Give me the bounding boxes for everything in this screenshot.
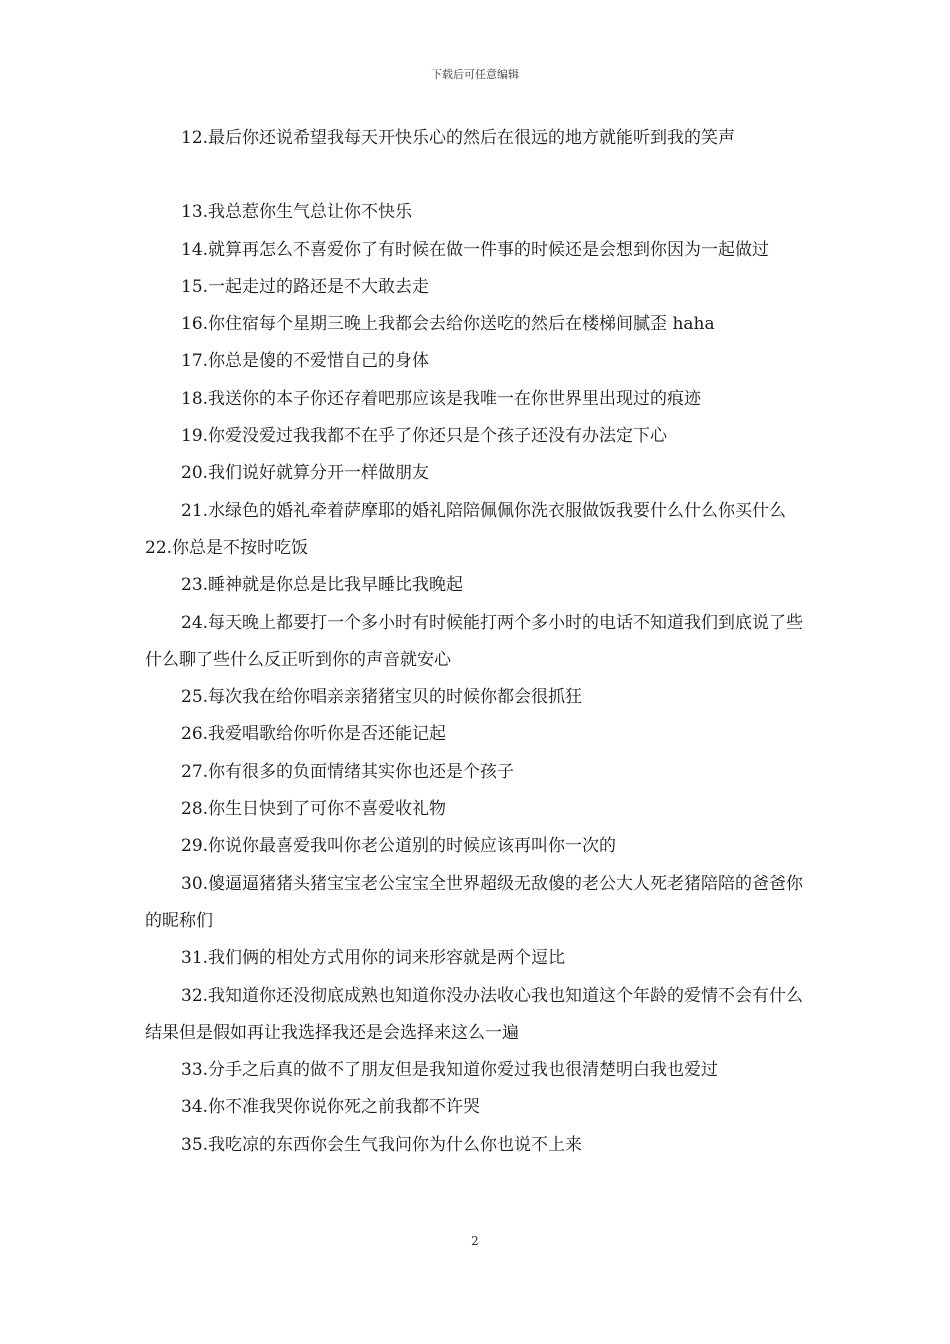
list-item: 18.我送你的本子你还存着吧那应该是我唯一在你世界里出现过的痕迹: [181, 388, 702, 409]
list-item: 15.一起走过的路还是不大敢去走: [181, 276, 430, 297]
list-item: 29.你说你最喜爱我叫你老公道别的时候应该再叫你一次的: [181, 836, 617, 857]
list-item: 24.每天晚上都要打一个多小时有时候能打两个多小时的电话不知道我们到底说了些什么聊了些什么反正听到你的声音就安心: [145, 612, 804, 670]
list-item: 14.就算再怎么不喜爱你了有时候在做一件事的时候还是会想到你因为一起做过: [181, 239, 770, 260]
list-item: 12.最后你还说希望我每天开快乐心的然后在很远的地方就能听到我的笑声: [181, 128, 736, 148]
list-item: 26.我爱唱歌给你听你是否还能记起: [181, 724, 447, 745]
list-item: 21.水绿色的婚礼牵着萨摩耶的婚礼陪陪佩佩你洗衣服做饭我要什么什么你买什么 22.你总是不按时吃饭: [145, 500, 787, 558]
page-number: 2: [471, 1234, 479, 1248]
list-item: 25.每次我在给你唱亲亲猪猪宝贝的时候你都会很抓狂: [181, 687, 583, 708]
list-item: 32.我知道你还没彻底成熟也知道你没办法收心我也知道这个年龄的爱情不会有什么结果但是假如再让我选择我还是会选择来这么一遍: [145, 985, 804, 1043]
list-item: 19.你爱没爱过我我都不在乎了你还只是个孩子还没有办法定下心: [181, 426, 668, 447]
list-item: 30.傻逼逼猪猪头猪宝宝老公宝宝全世界超级无敌傻的老公大人死老猪陪陪的爸爸你的昵称们: [145, 873, 804, 931]
list-item: 31.我们俩的相处方式用你的词来形容就是两个逗比: [181, 948, 566, 969]
paragraph-gap: [145, 157, 810, 194]
list-item: 34.你不准我哭你说你死之前我都不许哭: [181, 1097, 481, 1118]
list-item: 27.你有很多的负面情绪其实你也还是个孩子: [181, 761, 515, 782]
list-item: 17.你总是傻的不爱惜自己的身体: [181, 351, 430, 372]
list-item: 28.你生日快到了可你不喜爱收礼物: [181, 799, 447, 820]
list-item: 20.我们说好就算分开一样做朋友: [181, 463, 430, 484]
document-body: [145, 120, 810, 1164]
list-item: 35.我吃凉的东西你会生气我问你为什么你也说不上来: [181, 1134, 583, 1155]
list-item: 16.你住宿每个星期三晚上我都会去给你送吃的然后在楼梯间腻歪 haha: [181, 314, 715, 335]
page-header: 下载后可任意编辑: [431, 68, 519, 81]
list-item: 23.睡神就是你总是比我早睡比我晚起: [181, 575, 464, 596]
list-item: 13.我总惹你生气总让你不快乐: [181, 202, 413, 223]
list-item: 33.分手之后真的做不了朋友但是我知道你爱过我也很清楚明白我也爱过: [181, 1060, 719, 1081]
